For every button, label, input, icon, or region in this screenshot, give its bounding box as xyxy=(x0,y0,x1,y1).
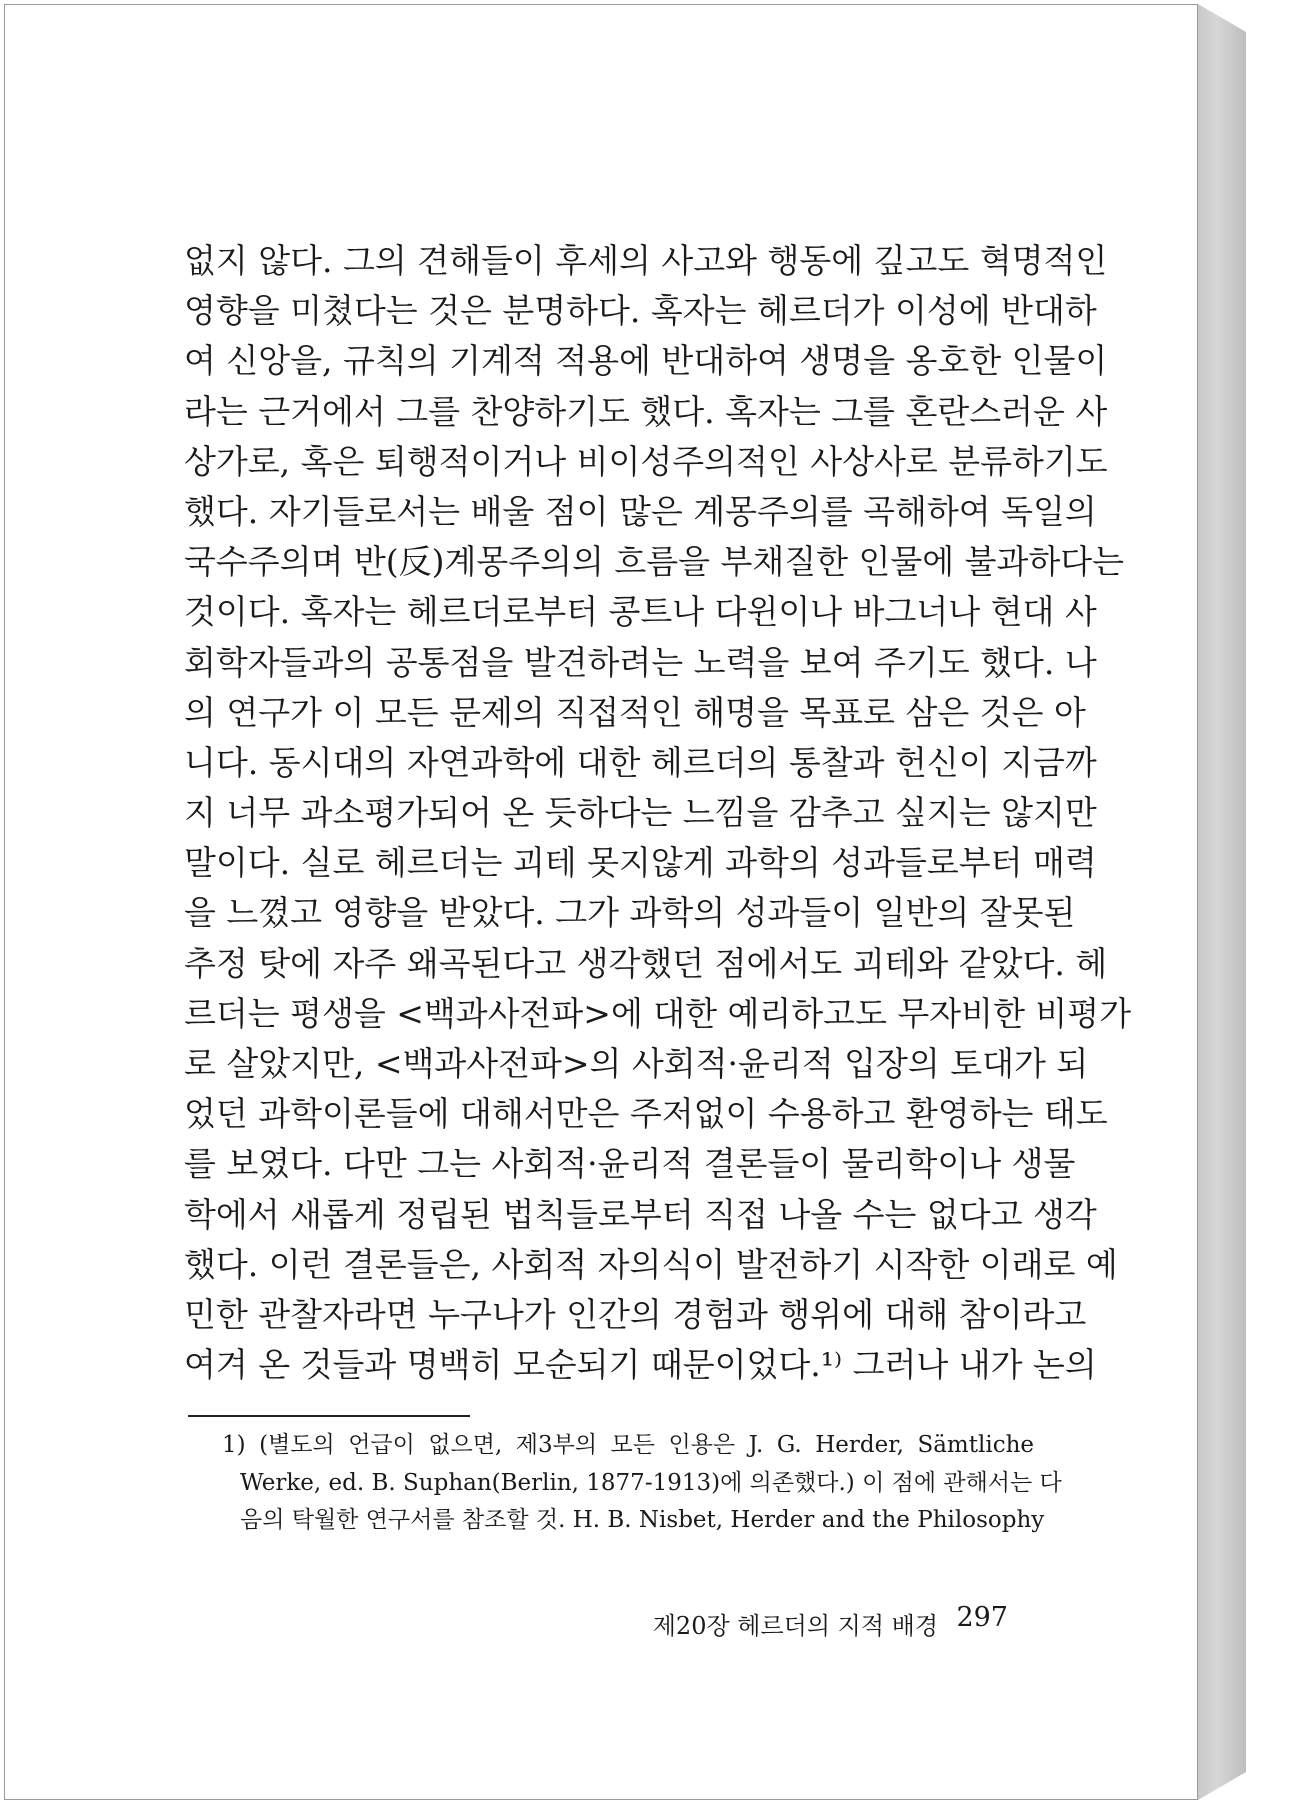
body-line: 를 보였다. 다만 그는 사회적·윤리적 결론들이 물리학이나 생물 xyxy=(184,1144,1076,1184)
body-line: 여겨 온 것들과 명백히 모순되기 때문이었다.¹⁾ 그러나 내가 논의 xyxy=(184,1345,1097,1385)
body-line: 라는 근거에서 그를 찬양하기도 했다. 혹자는 그를 혼란스러운 사 xyxy=(184,391,1108,431)
footnote-line: 1) (별도의 언급이 없으면, 제3부의 모든 인용은 J. G. Herder, Sämtliche xyxy=(222,1432,1034,1458)
body-line: 상가로, 혹은 퇴행적이거나 비이성주의적인 사상사로 분류하기도 xyxy=(184,441,1108,481)
body-line: 했다. 이런 결론들은, 사회적 자의식이 발전하기 시작한 이래로 예 xyxy=(184,1244,1118,1284)
footnote xyxy=(222,1427,1062,1540)
body-line: 국수주의며 반(反)계몽주의의 흐름을 부채질한 인물에 불과하다는 xyxy=(184,542,1125,582)
body-line: 없지 않다. 그의 견해들이 후세의 사고와 행동에 깊고도 혁명적인 xyxy=(184,241,1108,280)
body-text xyxy=(184,236,1132,1390)
body-line: 했다. 자기들로서는 배울 점이 많은 계몽주의를 곡해하여 독일의 xyxy=(184,491,1097,531)
body-line: 니다. 동시대의 자연과학에 대한 헤르더의 통찰과 헌신이 지금까 xyxy=(184,742,1097,782)
body-line: 로 살았지만, <백과사전파>의 사회적·윤리적 입장의 토대가 되 xyxy=(184,1044,1089,1083)
chapter-title: 제20장 헤르더의 지적 배경 xyxy=(652,1612,938,1640)
body-line: 말이다. 실로 헤르더는 괴테 못지않게 과학의 성과들로부터 매력 xyxy=(184,843,1097,883)
body-line: 민한 관찰자라면 누구나가 인간의 경험과 행위에 대해 참이라고 xyxy=(184,1294,1087,1334)
footnote-line: Werke, ed. B. Suphan(Berlin, 1877-1913)에 의존했다.) 이 점에 관해서는 다 xyxy=(240,1469,1062,1496)
footnote-line: 음의 탁월한 연구서를 참조할 것. H. B. Nisbet, Herder and the Philosophy xyxy=(240,1507,1045,1533)
footnote-separator xyxy=(188,1415,470,1417)
body-line: 을 느꼈고 영향을 받았다. 그가 과학의 성과들이 일반의 잘못된 xyxy=(184,893,1076,933)
page-number: 297 xyxy=(956,1602,1008,1633)
body-line: 영향을 미쳤다는 것은 분명하다. 혹자는 헤르더가 이성에 반대하 xyxy=(184,291,1097,331)
body-line: 었던 과학이론들에 대해서만은 주저없이 수용하고 환영하는 태도 xyxy=(184,1094,1108,1134)
book-page-edge xyxy=(1198,4,1246,1800)
body-line: 것이다. 혹자는 헤르더로부터 콩트나 다윈이나 바그너나 현대 사 xyxy=(184,592,1097,632)
body-line: 르더는 평생을 <백과사전파>에 대한 예리하고도 무자비한 비평가 xyxy=(184,993,1132,1033)
body-line: 의 연구가 이 모든 문제의 직접적인 해명을 목표로 삼은 것은 아 xyxy=(184,692,1086,732)
body-line: 지 너무 과소평가되어 온 듯하다는 느낌을 감추고 싶지는 않지만 xyxy=(184,793,1097,833)
body-line: 여 신앙을, 규칙의 기계적 적용에 반대하여 생명을 옹호한 인물이 xyxy=(184,341,1108,381)
body-line: 학에서 새롭게 정립된 법칙들로부터 직접 나올 수는 없다고 생각 xyxy=(184,1194,1097,1234)
body-line: 추정 탓에 자주 왜곡된다고 생각했던 점에서도 괴테와 같았다. 헤 xyxy=(184,943,1108,983)
body-line: 회학자들과의 공통점을 발견하려는 노력을 보여 주기도 했다. 나 xyxy=(184,642,1097,682)
running-footer xyxy=(648,1598,1008,1638)
